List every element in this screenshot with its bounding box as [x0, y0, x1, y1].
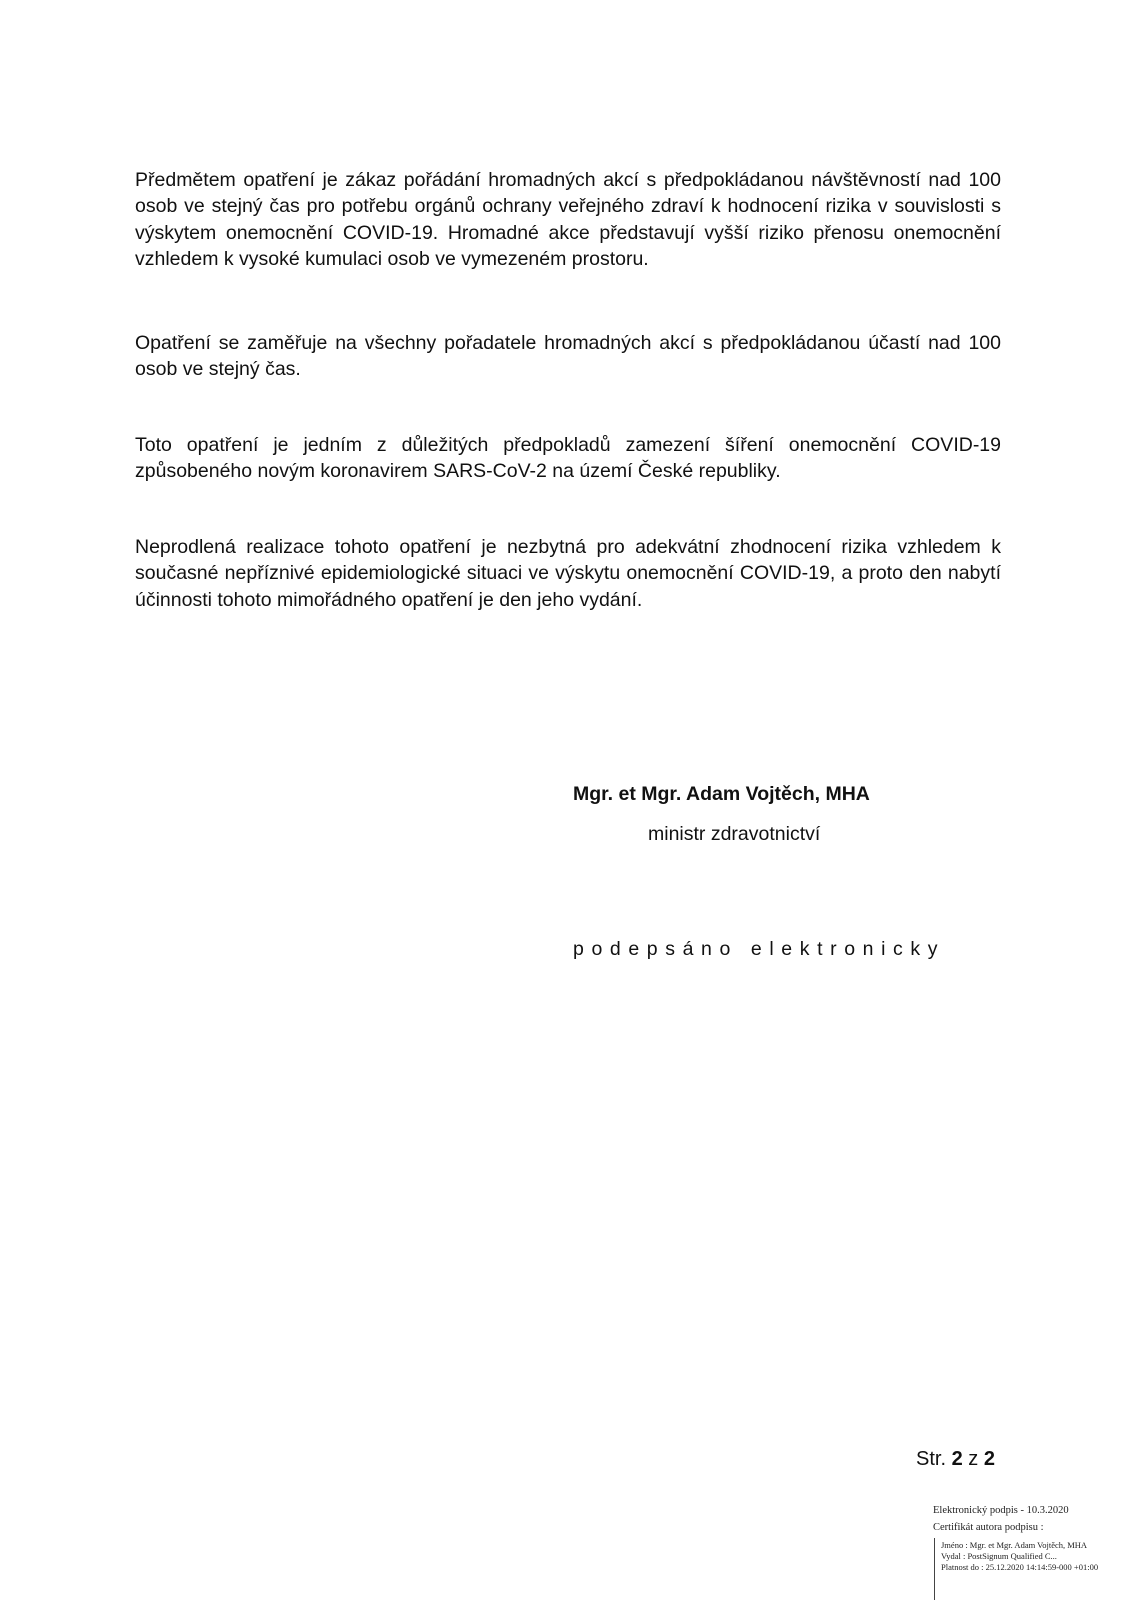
esignature-name: Jméno : Mgr. et Mgr. Adam Vojtěch, MHA	[941, 1540, 1088, 1550]
paragraph-urgency: Neprodlená realizace tohoto opatření je nezbytná pro adekvátní zhodnocení rizika vzhledem k současné nepříznivé epidemiologické situaci ve výskytu onemocnění COVID-19, a proto den nabytí účinnosti tohoto mimořádného opatření je den jeho vydání.	[135, 536, 1001, 611]
page-number-total: 2	[983, 1448, 995, 1470]
esignature-details-box	[934, 1538, 1132, 1600]
page-number-separator: z	[968, 1448, 979, 1470]
signer-role: ministr zdravotnictví	[648, 823, 821, 845]
page-number-prefix: Str.	[916, 1448, 947, 1470]
esignature-title: Elektronický podpis - 10.3.2020	[933, 1505, 1069, 1516]
page-number	[916, 1448, 995, 1471]
paragraph-target: Opatření se zaměřuje na všechny pořadatele hromadných akcí s předpokládanou účastí nad 100 osob ve stejný čas.	[135, 332, 1001, 381]
esignature-certificate-label: Certifikát autora podpisu :	[933, 1522, 1044, 1533]
esignature-validity: Platnost do : 25.12.2020 14:14:59-000 +01:00	[941, 1562, 1099, 1572]
signed-electronically-note: podepsáno elektronicky	[573, 938, 946, 960]
signer-name: Mgr. et Mgr. Adam Vojtěch, MHA	[573, 783, 870, 805]
page-number-current: 2	[951, 1448, 963, 1470]
paragraph-purpose: Toto opatření je jedním z důležitých předpokladů zamezení šíření onemocnění COVID-19 způsobeného novým koronavirem SARS-CoV-2 na území České republiky.	[135, 434, 1001, 483]
esignature-issuer: Vydal : PostSignum Qualified C...	[941, 1551, 1057, 1561]
paragraph-subject: Předmětem opatření je zákaz pořádání hromadných akcí s předpokládanou návštěvností nad 100 osob ve stejný čas pro potřebu orgánů ochrany veřejného zdraví k hodnocení rizika v souvislosti s výskytem onemocnění COVID-19. Hromadné akce představují vyšší riziko přenosu onemocnění vzhledem k vysoké kumulaci osob ve vymezeném prostoru.	[135, 169, 1001, 270]
